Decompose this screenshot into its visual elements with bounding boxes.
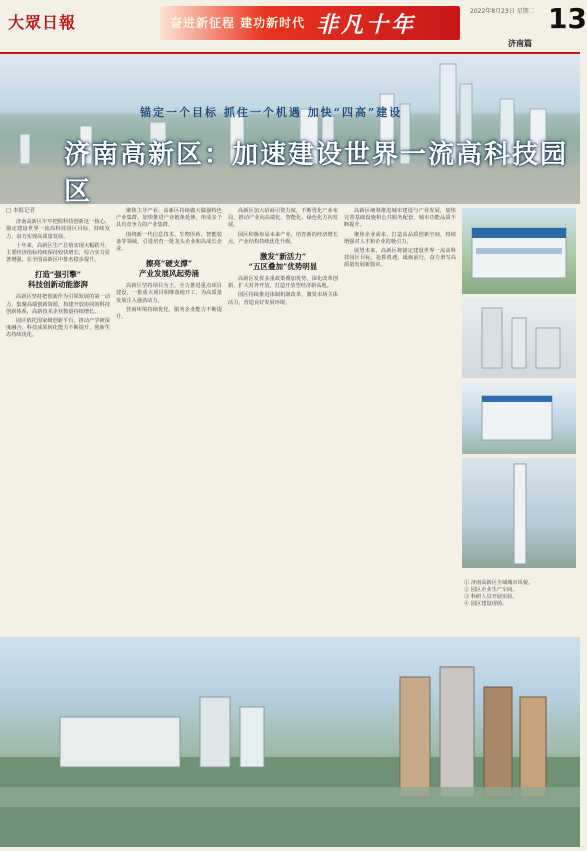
- newspaper-logo: 大眾日報: [8, 13, 77, 32]
- caption-line: ③ 科研人员开展实验。: [464, 594, 518, 600]
- subhead-1: [6, 270, 110, 290]
- article-column-2: [116, 208, 222, 636]
- photo-tower: [462, 458, 576, 568]
- paragraph: 园区持续推进体制机制改革，激发市场主体活力，营造良好发展环境。: [228, 292, 338, 306]
- bottom-panorama-photo: [0, 637, 580, 847]
- caption-line: ④ 园区建设现场。: [464, 601, 508, 607]
- article-column-1: [6, 208, 110, 636]
- paragraph: 聚焦企业需求，打造高品质创新空间，持续增强对人才和企业的吸引力。: [344, 231, 456, 245]
- date-text: 2022年8月23日 星期二: [470, 8, 535, 15]
- paragraph: 园区依托国家级创新平台，推动产学研深度融合，科技成果转化能力不断提升，创新生态持续优化。: [6, 318, 110, 339]
- subhead-text: 打造“强引擎” 科技创新动能澎湃: [28, 270, 88, 290]
- caption-line: ② 园区企业生产车间。: [464, 587, 518, 593]
- date-line: [470, 8, 550, 16]
- paragraph: 园区积极布局未来产业，培育新的经济增长点，产业结构持续优化升级。: [228, 231, 338, 245]
- article-column-3: [228, 208, 338, 636]
- paragraph: 聚焦主导产业，高新区持续做大做强特色产业集群，加快推进产业链条延伸，形成多个具有竞争力的产业集群。: [116, 208, 222, 229]
- paragraph: 高新区发挥多重政策叠加优势，深化改革创新，扩大对外开放，打造开放型经济新高地。: [228, 276, 338, 290]
- paragraph: 济南高新区牢牢把握科技创新这一核心，锚定建设世界一流高科技园区目标，持续发力，奋力实现高质量发展。: [6, 219, 110, 240]
- banner-slogan: 奋进新征程 建功新时代: [170, 16, 306, 30]
- paragraph: 十年来，高新区生产总值实现大幅跃升，主要经济指标持续保持较快增长，综合实力显著增强，在全国高新区中排名稳步提升。: [6, 242, 110, 264]
- subhead-text: 激发“新活力” “五区叠加”优势明显: [248, 252, 318, 272]
- office-illustration: [462, 382, 576, 454]
- paragraph: 营商环境持续优化，服务企业能力不断提升。: [116, 306, 222, 321]
- paragraph: 高新区加大招商引资力度，不断优化产业布局，推动产业向高端化、智能化、绿色化方向发展。: [228, 208, 338, 229]
- tower-illustration: [462, 458, 576, 568]
- logo-badge-1: [72, 8, 118, 38]
- paragraph: 高新区坚持把创新作为引领发展的第一动力，集聚高端创新资源，构建开放协同的科技创新体系，高新技术企业数量持续增长。: [6, 294, 110, 315]
- paragraph: 高新区坚持项目为王，全力推进重点项目建设，一批重大项目相继落地开工，为高质量发展注入强劲动力。: [116, 283, 222, 304]
- article-title: 济南高新区：加速建设世界一流高科技园区: [64, 140, 569, 207]
- building-illustration: [462, 208, 576, 294]
- photo-captions: [464, 580, 576, 608]
- logo-badge-2: [120, 8, 164, 38]
- lab-illustration: [462, 298, 576, 378]
- subhead-3: [228, 252, 338, 272]
- subhead-2: [116, 259, 222, 279]
- paragraph: 高新区统筹推进城市建设与产业发展，加快完善基础设施和公共服务配套，城市功能品质不断提升。: [344, 208, 456, 229]
- panorama-illustration: [0, 637, 580, 847]
- subhead-text: 擦亮“硬支撑” 产业发展风起势涌: [139, 259, 199, 279]
- article-column-4: [344, 208, 456, 636]
- paragraph: 展望未来，高新区将锚定建设世界一流高科技园区目标，抢抓机遇，砥砺前行，奋力谱写高质量发展新篇章。: [344, 248, 456, 269]
- banner-headline: 非凡十年: [316, 13, 417, 38]
- paragraph: 围绕新一代信息技术、生物医药、智能装备等领域，引进培育一批龙头企业和高成长企业。: [116, 231, 222, 253]
- section-name: 济南篇: [508, 39, 532, 48]
- article-subtitle: 锚定一个目标 抓住一个机遇 加快“四高”建设: [140, 106, 403, 119]
- caption-line: ① 济南高新区全域城市风貌。: [464, 580, 534, 586]
- photo-lab-interior: [462, 298, 576, 378]
- photo-factory-building: [462, 208, 576, 294]
- page-number: 13: [548, 2, 587, 35]
- byline: □ 本报记者: [6, 208, 35, 214]
- photo-office-building: [462, 382, 576, 454]
